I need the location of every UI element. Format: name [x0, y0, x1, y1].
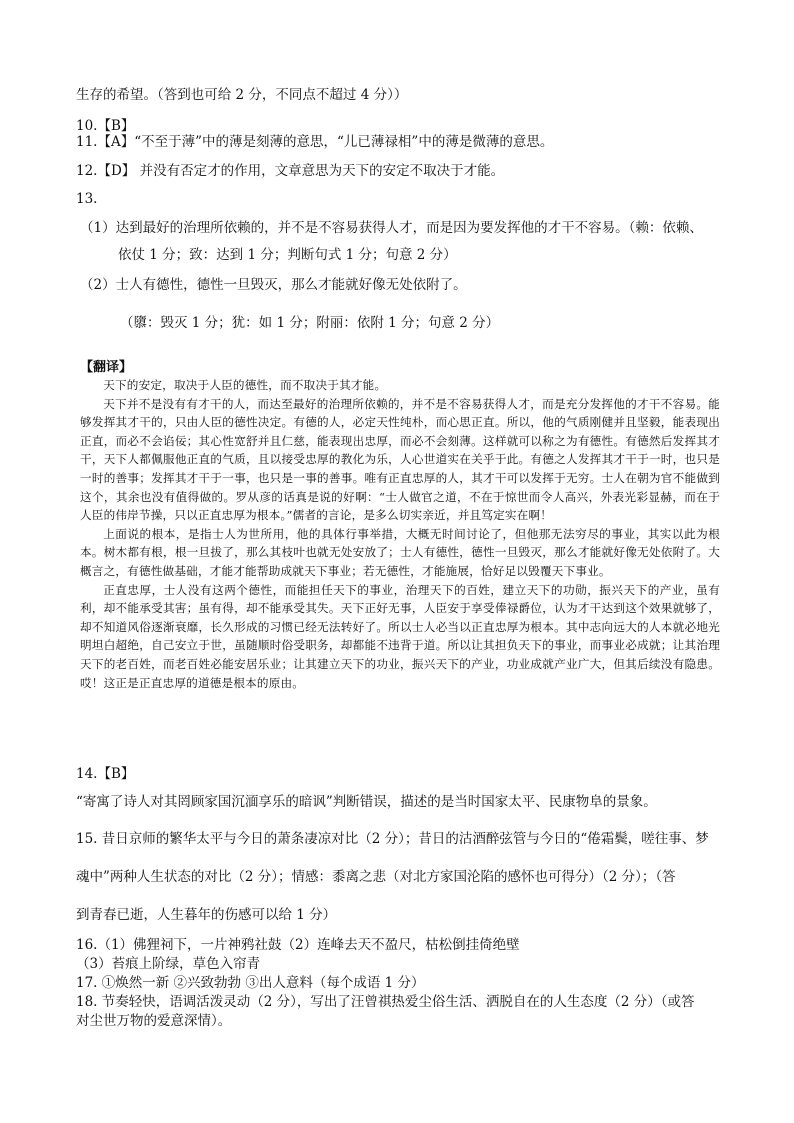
answer-q12: 12.【D】 并没有否定才的作用，文章意思为天下的安定不取决于才能。 [76, 163, 505, 179]
answer-q17: 17. ①焕然一新 ②兴致勃勃 ③出人意料（每个成语 1 分） [76, 975, 425, 991]
translation-paragraph: 天下并不是没有有才干的人，而达至最好的治理所依赖的，并不是不容易获得人才，而是充分发挥他的才干不容易。能够发挥其才干的，只由人臣的德性决定。有德的人，必定天性纯朴，而心思正直。所以，他的气质刚健并且坚毅，能表现出正直，而必不会谄佞；其心性宽舒并且仁慈，能表现出忠厚，而必不会刻薄。这样就可以称之为有德性。有德然后发挥其才干，天下人都佩服他正直的气质，且以接受忠厚的教化为乐，人心世道实在关乎于此。有德之人发挥其才干于一时，也只是一时的善事；发挥其才干于一事，也只是一事的善事。唯有正直忠厚的人，其才干可以发挥于无穷。士人在朝为官不能做到这个，其余也没有值得做的。罗从彦的话真是说的好啊：“士人做官之道，不在于惊世而令人高兴，外表光彩显赫，而在于人臣的伟岸节操，只以正直忠厚为根本。”儒者的言论，是多么切实亲近，并且笃定实在啊！ [80, 396, 720, 523]
answer-q18-line1: 18. 节奏轻快，语调活泼灵动（2 分），写出了汪曾祺热爱尘俗生活、洒脱自在的人生态度（2 分）（或答 [76, 994, 695, 1010]
translation-paragraph: 上面说的根本，是指士人为世所用，他的具体行事举措，大概无时间讨论了，但他那无法穷尽的事业，其实以此为根本。树木都有根，根一旦拔了，那么其枝叶也就无处安放了；士人有德性，德性一旦毁灭，那么才能就好像无处依附了。大概言之，有德性做基础，才能才能帮助成就天下事业；若无德性，才能施展，恰好足以毁覆天下事业。 [80, 526, 720, 578]
answer-line-continuation: 生存的希望。（答到也可给 2 分，不同点不超过 4 分）） [76, 87, 408, 103]
translation-body [80, 376, 720, 692]
answer-q13: 13. [76, 191, 98, 207]
translation-paragraph: 正直忠厚，士人没有这两个德性，而能担任天下的事业，治理天下的百姓，建立天下的功勋，振兴天下的产业，虽有利，却不能承受其害；虽有得，却不能承受其失。天下正好无事，人臣安于享受俸禄爵位，认为才干达到这个效果就够了，却不知道风俗逐渐衰靡，长久形成的习惯已经无法转好了。所以士人必当以正直忠厚为根本。其中志向远大的人本就必地光明坦白超绝，自己安立于世，虽随顺时俗受职务，却都能不违背于道。所以让其担负天下的事业，而事业必成就；让其治理天下的老百姓，而老百姓必能安居乐业；让其建立天下的功业，振兴天下的产业，功业成就产业广大，但其后续没有隐患。哎！这正是正直忠厚的道德是根本的原由。 [80, 582, 720, 690]
answer-q14-note: “寄寓了诗人对其罔顾家国沉湎享乐的暗讽”判断错误，描述的是当时国家太平、民康物阜的景象。 [76, 794, 657, 810]
answer-q13-1-scoring: 依仗 1 分；致：达到 1 分；判断句式 1 分；句意 2 分） [118, 247, 457, 263]
answer-q14: 14.【B】 [76, 766, 135, 782]
answer-q15-line3: 到青春已逝，人生暮年的伤感可以给 1 分） [76, 907, 337, 923]
translation-heading: 【翻译】 [80, 360, 133, 375]
translation-paragraph: 天下的安定，取决于人臣的德性，而不取决于其才能。 [103, 378, 387, 392]
answer-q18-line2: 对尘世万物的爱意深情）。 [76, 1013, 232, 1029]
answer-q15-line2: 魂中”两种人生状态的对比（2 分）；情感：黍离之悲（对北方家国沦陷的感怀也可得分）（2 分）；（答 [76, 869, 676, 885]
answer-q15-line1: 15. 昔日京师的繁华太平与今日的萧条凄凉对比（2 分）；昔日的沽酒醉弦管与今日的“倦霜鬓，嗟往事、梦 [76, 831, 709, 847]
answer-q10: 10.【B】 [76, 118, 135, 134]
answer-q11: 11.【A】“不至于薄”中的薄是刻薄的意思，“儿已薄禄相”中的薄是微薄的意思。 [76, 134, 554, 150]
answer-q16-line1: 16.（1）佛狸祠下，一片神鸦社鼓（2）连峰去天不盈尺，枯松倒挂倚绝壁 [76, 937, 520, 953]
answer-q13-2: （2）士人有德性，德性一旦毁灭，那么才能就好像无处依附了。 [80, 277, 467, 293]
answer-q16-line2: （3）苔痕上阶绿，草色入帘青 [76, 956, 261, 972]
answer-q13-2-scoring: （隳：毁灭 1 分；犹：如 1 分；附丽：依附 1 分；句意 2 分） [120, 315, 500, 331]
answer-q13-1: （1）达到最好的治理所依赖的，并不是不容易获得人才，而是因为要发挥他的才干不容易。（赖：依赖、 [80, 220, 703, 236]
